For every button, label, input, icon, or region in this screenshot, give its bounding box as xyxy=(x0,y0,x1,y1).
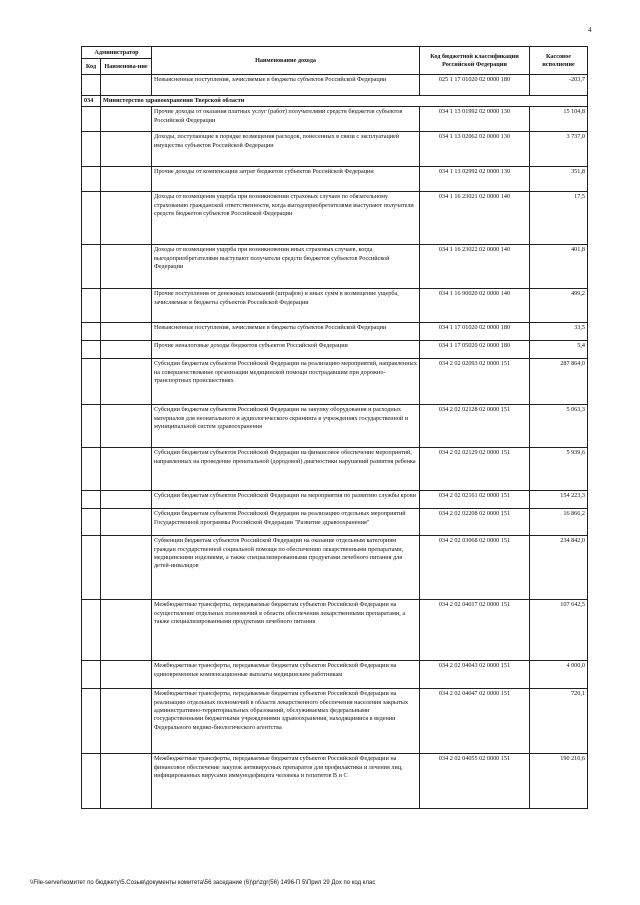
header-code: Код xyxy=(82,59,101,75)
admin-name-cell xyxy=(101,167,152,192)
page-number: 4 xyxy=(588,26,592,34)
income-name-cell: Межбюджетные трансферты, передаваемые бюджетам субъектов Российской Федерации на финансовое обеспечение закупок антивирусных препаратов для профилактики и лечения лиц, инфицированных вирусами иммунодефицита человека и гепатитов В и С xyxy=(152,754,420,809)
income-name-cell: Субвенции бюджетам субъектов Российской Федерации на оказание отдельным категориям граждан государственной социальной помощи по обеспечению лекарственными препаратами, медицинскими изделиями, а также специализированными продуктами лечебного питания для детей-инвалидов xyxy=(152,536,420,600)
income-name-cell: Прочие неналоговые доходы бюджетов субъектов Российской Федерации xyxy=(152,341,420,359)
budget-code-cell: 034 2 02 03068 02 0000 151 xyxy=(420,536,530,600)
amount-cell: 154 223,3 xyxy=(530,491,588,509)
income-name-cell: Прочие поступления от денежных взысканий (штрафов) и иных сумм в возмещение ущерба, зачисляемые в бюджеты субъектов Российской Федерации xyxy=(152,289,420,323)
admin-code-cell xyxy=(82,359,101,405)
income-name-cell: Субсидии бюджетам субъектов Российской Федерации на закупку оборудования и расходных материалов для неонатального и аудиологического скрининга в учреждениях государственной и муниципальной систем здравоохранения xyxy=(152,405,420,448)
admin-name-cell xyxy=(101,289,152,323)
amount-cell: 5 063,3 xyxy=(530,405,588,448)
admin-code-cell xyxy=(82,405,101,448)
income-name-cell: Субсидии бюджетам субъектов Российской Федерации на реализацию мероприятий, направленных на совершенствование организации медицинской помощи пострадавшим при дорожно-транспортных происшествиях xyxy=(152,359,420,405)
admin-name-cell xyxy=(101,75,152,96)
admin-name-cell xyxy=(101,536,152,600)
admin-name-cell xyxy=(101,359,152,405)
income-name-cell: Субсидии бюджетам субъектов Российской Федерации на реализацию отдельных мероприятий Государственной программы Российской Федерации "Развитие здравоохранения" xyxy=(152,509,420,536)
table-row xyxy=(82,491,588,509)
admin-code-cell xyxy=(82,509,101,536)
section-row xyxy=(82,96,588,107)
admin-name-cell xyxy=(101,491,152,509)
income-name-cell: Доходы от возмещения ущерба при возникновении иных страховых случаев, когда выгодоприобретателями выступают получатели средств бюджетов субъектов Российской Федерации xyxy=(152,245,420,289)
admin-name-cell xyxy=(101,132,152,167)
income-name-cell: Субсидии бюджетам субъектов Российской Федерации на финансовое обеспечение мероприятий, направленных на проведение пренатальной (дородовой) диагностики нарушений развития ребенка xyxy=(152,448,420,491)
admin-code-cell xyxy=(82,132,101,167)
admin-name-cell xyxy=(101,107,152,132)
amount-cell: 287 864,0 xyxy=(530,359,588,405)
header-execution: Кассовое исполнение xyxy=(530,47,588,75)
income-name-cell: Межбюджетные трансферты, передаваемые бюджетам субъектов Российской Федерации на осуществление отдельных полномочий в области обеспечения лекарственными препаратами, а также специализированными продуктами лечебного питания xyxy=(152,600,420,661)
admin-code-cell xyxy=(82,661,101,689)
table-row xyxy=(82,600,588,661)
amount-cell: 107 642,5 xyxy=(530,600,588,661)
section-code: 034 xyxy=(82,96,101,107)
admin-code-cell xyxy=(82,107,101,132)
income-name-cell: Межбюджетные трансферты, передаваемые бюджетам субъектов Российской Федерации на единовременные компенсационные выплаты медицинским работникам xyxy=(152,661,420,689)
table-row xyxy=(82,75,588,96)
table-row xyxy=(82,448,588,491)
admin-code-cell xyxy=(82,167,101,192)
amount-cell: 720,1 xyxy=(530,689,588,754)
budget-code-cell: 034 2 02 04017 02 0000 151 xyxy=(420,600,530,661)
amount-cell: 190 210,6 xyxy=(530,754,588,809)
budget-code-cell: 034 1 13 02062 02 0000 130 xyxy=(420,132,530,167)
budget-code-cell: 034 2 02 02093 02 0000 151 xyxy=(420,359,530,405)
table-row xyxy=(82,405,588,448)
table-row xyxy=(82,754,588,809)
amount-cell: 5 939,6 xyxy=(530,448,588,491)
budget-code-cell: 034 1 13 01992 02 0000 130 xyxy=(420,107,530,132)
income-name-cell: Доходы от возмещения ущерба при возникновении страховых случаев по обязательному страхованию гражданской ответственности, когда выгодоприобретателями выступают получатели средств бюджетов субъектов Российской Федерации xyxy=(152,192,420,245)
admin-name-cell xyxy=(101,509,152,536)
admin-code-cell xyxy=(82,323,101,341)
table-row xyxy=(82,536,588,600)
header-income-name: Наименование дохода xyxy=(152,47,420,75)
budget-code-cell: 025 1 17 01020 02 0000 180 xyxy=(420,75,530,96)
table-row xyxy=(82,245,588,289)
amount-cell: 33,5 xyxy=(530,323,588,341)
admin-name-cell xyxy=(101,192,152,245)
admin-name-cell xyxy=(101,661,152,689)
amount-cell: 4 000,0 xyxy=(530,661,588,689)
amount-cell: 3 737,0 xyxy=(530,132,588,167)
header-name-short: Наименова-ние xyxy=(101,59,152,75)
budget-code-cell: 034 1 17 05020 02 0000 180 xyxy=(420,341,530,359)
amount-cell: 499,2 xyxy=(530,289,588,323)
budget-code-cell: 034 2 02 02208 02 0000 151 xyxy=(420,509,530,536)
amount-cell: 401,8 xyxy=(530,245,588,289)
amount-cell: 15 104,8 xyxy=(530,107,588,132)
income-name-cell: Невыясненные поступления, зачисляемые в бюджеты субъектов Российской Федерации xyxy=(152,323,420,341)
admin-code-cell xyxy=(82,192,101,245)
table-row xyxy=(82,107,588,132)
budget-code-cell: 034 2 02 04043 02 0000 151 xyxy=(420,661,530,689)
header-admin: Администратор xyxy=(82,47,152,59)
table-row xyxy=(82,132,588,167)
admin-name-cell xyxy=(101,754,152,809)
admin-code-cell xyxy=(82,75,101,96)
income-table xyxy=(81,46,588,809)
budget-code-cell: 034 2 02 02129 02 0000 151 xyxy=(420,448,530,491)
amount-cell: -203,7 xyxy=(530,75,588,96)
admin-code-cell xyxy=(82,600,101,661)
budget-code-cell: 034 1 16 23021 02 0000 140 xyxy=(420,192,530,245)
budget-code-cell: 034 2 02 02161 02 0000 151 xyxy=(420,491,530,509)
admin-code-cell xyxy=(82,689,101,754)
admin-code-cell xyxy=(82,491,101,509)
table-row xyxy=(82,192,588,245)
table-row xyxy=(82,509,588,536)
table-row xyxy=(82,661,588,689)
admin-name-cell xyxy=(101,689,152,754)
budget-code-cell: 034 1 16 90020 02 0000 140 xyxy=(420,289,530,323)
admin-name-cell xyxy=(101,245,152,289)
admin-code-cell xyxy=(82,245,101,289)
amount-cell: 17,5 xyxy=(530,192,588,245)
income-name-cell: Прочие доходы от оказания платных услуг (работ) получателями средств бюджетов субъектов Российской Федерации xyxy=(152,107,420,132)
income-name-cell: Субсидии бюджетам субъектов Российской Федерации на мероприятия по развитию службы крови xyxy=(152,491,420,509)
admin-name-cell xyxy=(101,323,152,341)
amount-cell: 5,4 xyxy=(530,341,588,359)
income-name-cell: Доходы, поступающие в порядке возмещения расходов, понесенных в связи с эксплуатацией имущества субъектов Российской Федерации xyxy=(152,132,420,167)
table-row xyxy=(82,689,588,754)
admin-name-cell xyxy=(101,405,152,448)
admin-code-cell xyxy=(82,536,101,600)
amount-cell: 16 866,2 xyxy=(530,509,588,536)
footer-file-path: \\File-server\комитет по бюджету\5.Созыв\документы комитета\56 заседание (6)\pr\zgr(56) 1496-П 5\Прил 29 Дох по код клас xyxy=(30,880,376,886)
admin-name-cell xyxy=(101,448,152,491)
table-row xyxy=(82,323,588,341)
section-name: Министерство здравоохранения Тверской области xyxy=(101,96,588,107)
budget-code-cell: 034 2 02 04055 02 0000 151 xyxy=(420,754,530,809)
admin-code-cell xyxy=(82,754,101,809)
admin-code-cell xyxy=(82,289,101,323)
table-row xyxy=(82,359,588,405)
amount-cell: 351,8 xyxy=(530,167,588,192)
admin-name-cell xyxy=(101,600,152,661)
table-row xyxy=(82,341,588,359)
income-name-cell: Невыясненные поступления, зачисляемые в бюджеты субъектов Российской Федерации xyxy=(152,75,420,96)
table-row xyxy=(82,167,588,192)
admin-code-cell xyxy=(82,341,101,359)
budget-code-cell: 034 1 13 02992 02 0000 130 xyxy=(420,167,530,192)
admin-code-cell xyxy=(82,448,101,491)
budget-code-cell: 034 2 02 04047 02 0000 151 xyxy=(420,689,530,754)
amount-cell: 234 842,0 xyxy=(530,536,588,600)
budget-code-cell: 034 1 16 23022 02 0000 140 xyxy=(420,245,530,289)
budget-code-cell: 034 1 17 01020 02 0000 180 xyxy=(420,323,530,341)
income-name-cell: Межбюджетные трансферты, передаваемые бюджетам субъектов Российской Федерации на реализацию отдельных полномочий в области лекарственного обеспечения населения закрытых административно-территориальных образований, обслуживаемых федеральными государственными бюджетными учреждениями здравоохранения, находящимися в ведении Федерального медико-биологического агентства xyxy=(152,689,420,754)
header-budget-code: Код бюджетной классификации Российской Федерации xyxy=(420,47,530,75)
budget-code-cell: 034 2 02 02128 02 0000 151 xyxy=(420,405,530,448)
income-name-cell: Прочие доходы от компенсации затрат бюджетов субъектов Российской Федерации xyxy=(152,167,420,192)
admin-name-cell xyxy=(101,341,152,359)
table-row xyxy=(82,289,588,323)
